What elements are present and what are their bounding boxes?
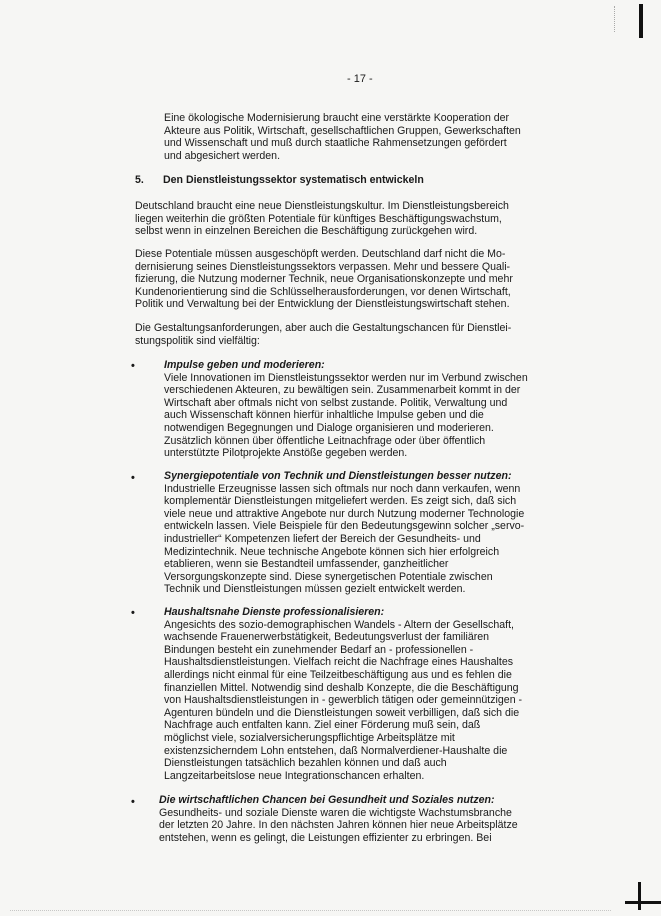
text-line: allerdings nicht einmal für eine Teilzeitbeschäftigung aus und es fehlen die xyxy=(164,668,512,681)
text-line: Technik und Dienstleistungen müssen gezielt entwickelt werden. xyxy=(164,583,466,596)
text-line: selbst wenn in einzelnen Bereichen die Beschäftigung zurückgehen wird. xyxy=(135,225,478,238)
scan-edge-bar xyxy=(638,882,641,910)
text-line: fizierung, die Nutzung moderner Technik, neue Organisationskonzepte und mehr xyxy=(135,273,513,286)
bullet-title: Synergiepotentiale von Technik und Dienstleistungen besser nutzen: xyxy=(164,470,512,482)
text-line: der letzten 20 Jahre. In den nächsten Jahren können hier neue Arbeitsplätze xyxy=(159,819,518,832)
text-line: stungspolitik sind vielfältig: xyxy=(135,334,260,347)
text-line: Medizintechnik. Neue technische Angebote können sich hier erfolgreich xyxy=(164,545,500,558)
bullet-title: Die wirtschaftlichen Chancen bei Gesundheit und Soziales nutzen: xyxy=(159,794,495,806)
text-line: und Wissenschaft und muß durch staatliche Rahmensetzungen gefördert xyxy=(164,137,507,150)
text-line: verschiedenen Akteuren, zu bewältigen sein. Zusammenarbeit kommt in der xyxy=(164,384,521,397)
text-line: komplementär Dienstleistungen mitgeliefert werden. Es zeigt sich, daß sich xyxy=(164,495,517,508)
section-heading xyxy=(135,174,424,187)
text-line: existenzsicherndem Lohn entstehen, daß Normalverdiener-Haushalte die xyxy=(164,744,508,757)
section-title: Den Dienstleistungssektor systematisch entwickeln xyxy=(163,174,424,186)
scan-edge-bar xyxy=(639,4,643,38)
text-line: Deutschland braucht eine neue Dienstleistungskultur. Im Dienstleistungsbereich xyxy=(135,200,509,212)
scan-artifact-bottom-right xyxy=(621,882,661,916)
text-line: Zusätzlich können über öffentliche Leitnachfrage oder über öffentlich xyxy=(164,434,486,447)
scan-artifact-top-right xyxy=(601,0,661,40)
text-line: entwickeln lassen. Viele Beispiele für den Bedeutungsgewinn solcher „servo- xyxy=(164,520,525,533)
text-line: Gesundheits- und soziale Dienste waren die wichtigste Wachstumsbranche xyxy=(159,806,512,819)
text-line: Versorgungskonzepte sind. Diese synergetischen Potentiale zwischen xyxy=(164,570,493,583)
bullet-item xyxy=(164,359,528,460)
text-line: entstehen, wenn es gelingt, die Leistungen effizienter zu erbringen. Bei xyxy=(159,831,492,844)
text-line: Kundenorientierung sind die Schlüsselherausforderungen, vor denen Wirtschaft, xyxy=(135,285,511,298)
text-line: Dienstleistungen tatsächlich bezahlen können und daß auch xyxy=(164,757,447,770)
text-line: Die Gestaltungsanforderungen, aber auch die Gestaltungschancen für Dienstlei- xyxy=(135,322,512,334)
text-line: viele neue und attraktive Angebote nur durch Nutzung moderner Technologie xyxy=(164,507,525,520)
text-line: Viele Innovationen im Dienstleistungssektor werden nur im Verbund zwischen xyxy=(164,371,528,384)
bullet-marker: • xyxy=(131,607,135,619)
bullet-item xyxy=(164,470,524,596)
bullet-marker: • xyxy=(131,796,135,808)
bullet-title: Haushaltsnahe Dienste professionalisieren: xyxy=(164,606,385,618)
text-line: wachsende Frauenerwerbstätigkeit, Bedeutungsverlust der familiären xyxy=(164,631,490,644)
scan-noise xyxy=(614,6,635,32)
scan-edge-bar xyxy=(625,901,661,904)
bullet-item xyxy=(159,794,518,844)
intro-paragraph xyxy=(164,112,521,162)
text-line: Eine ökologische Modernisierung braucht eine verstärkte Kooperation der xyxy=(164,112,510,124)
bullet-title: Impulse geben und moderieren: xyxy=(164,359,325,371)
text-line: Nachfrage auch entfalten kann. Ziel einer Förderung muß sein, daß xyxy=(164,719,481,732)
bullet-item xyxy=(164,606,522,782)
text-line: notwendigen Begegnungen und Dialoge organisieren und moderieren. xyxy=(164,421,494,434)
text-line: Haushaltsdienstleistungen. Vielfach reicht die Nachfrage eines Haushaltes xyxy=(164,656,514,669)
scan-noise xyxy=(10,910,611,912)
text-line: möglichst viele, sozialversicherungspflichtige Arbeitsplätze mit xyxy=(164,731,455,744)
text-line: dernisierung seines Dienstleistungssektors verpassen. Mehr und bessere Quali- xyxy=(135,260,511,273)
text-line: auch Wissenschaft können hierfür inhaltliche Impulse geben und die xyxy=(164,409,484,422)
text-line: Bindungen besteht ein zunehmender Bedarf an - professionellen - xyxy=(164,643,474,656)
text-line: Langzeitarbeitslose neue Integrationschancen erhalten. xyxy=(164,769,425,782)
bullet-marker: • xyxy=(131,360,135,372)
bullet-marker: • xyxy=(131,472,135,484)
paragraph-1 xyxy=(135,200,509,238)
section-number: 5. xyxy=(135,174,144,186)
page-number: - 17 - xyxy=(347,73,373,85)
text-line: finanziellen Mittel. Notwendig sind deshalb Konzepte, die die Beschäftigung xyxy=(164,681,519,694)
text-line: etablieren, wenn sie Bestandteil umfassender, ganzheitlicher xyxy=(164,558,449,571)
paragraph-3 xyxy=(135,322,511,347)
text-line: Agenturen bündeln und die Dienstleistungen soweit verbilligen, daß sich die xyxy=(164,706,520,719)
text-line: Angesichts des sozio-demographischen Wandels - Altern der Gesellschaft, xyxy=(164,618,514,631)
text-line: liegen weiterhin die größten Potentiale für künftiges Beschäftigungswachstum, xyxy=(135,212,502,225)
text-line: Politik und Verwaltung bei der Entwicklung der Dienstleistungswirtschaft stehen. xyxy=(135,298,510,311)
text-line: Wirtschaft aber oftmals nicht von selbst zustande. Politik, Verwaltung und xyxy=(164,396,508,409)
text-line: Industrielle Erzeugnisse lassen sich oftmals nur noch dann verkaufen, wenn xyxy=(164,482,521,495)
text-line: von Haushaltsdienstleistungen in - gewerblich tätigen oder gemeinnützigen - xyxy=(164,694,523,707)
paragraph-2 xyxy=(135,248,513,311)
text-line: industrieller“ Kompetenzen liefert der Bereich der Gesundheits- und xyxy=(164,532,481,545)
text-line: Akteure aus Politik, Wirtschaft, gesellschaftlichen Gruppen, Gewerkschaften xyxy=(164,124,521,137)
text-line: unterstützte Pilotprojekte Anstöße gegeben werden. xyxy=(164,447,408,460)
text-line: und abgesichert werden. xyxy=(164,149,281,162)
text-line: Diese Potentiale müssen ausgeschöpft werden. Deutschland darf nicht die Mo- xyxy=(135,248,506,260)
